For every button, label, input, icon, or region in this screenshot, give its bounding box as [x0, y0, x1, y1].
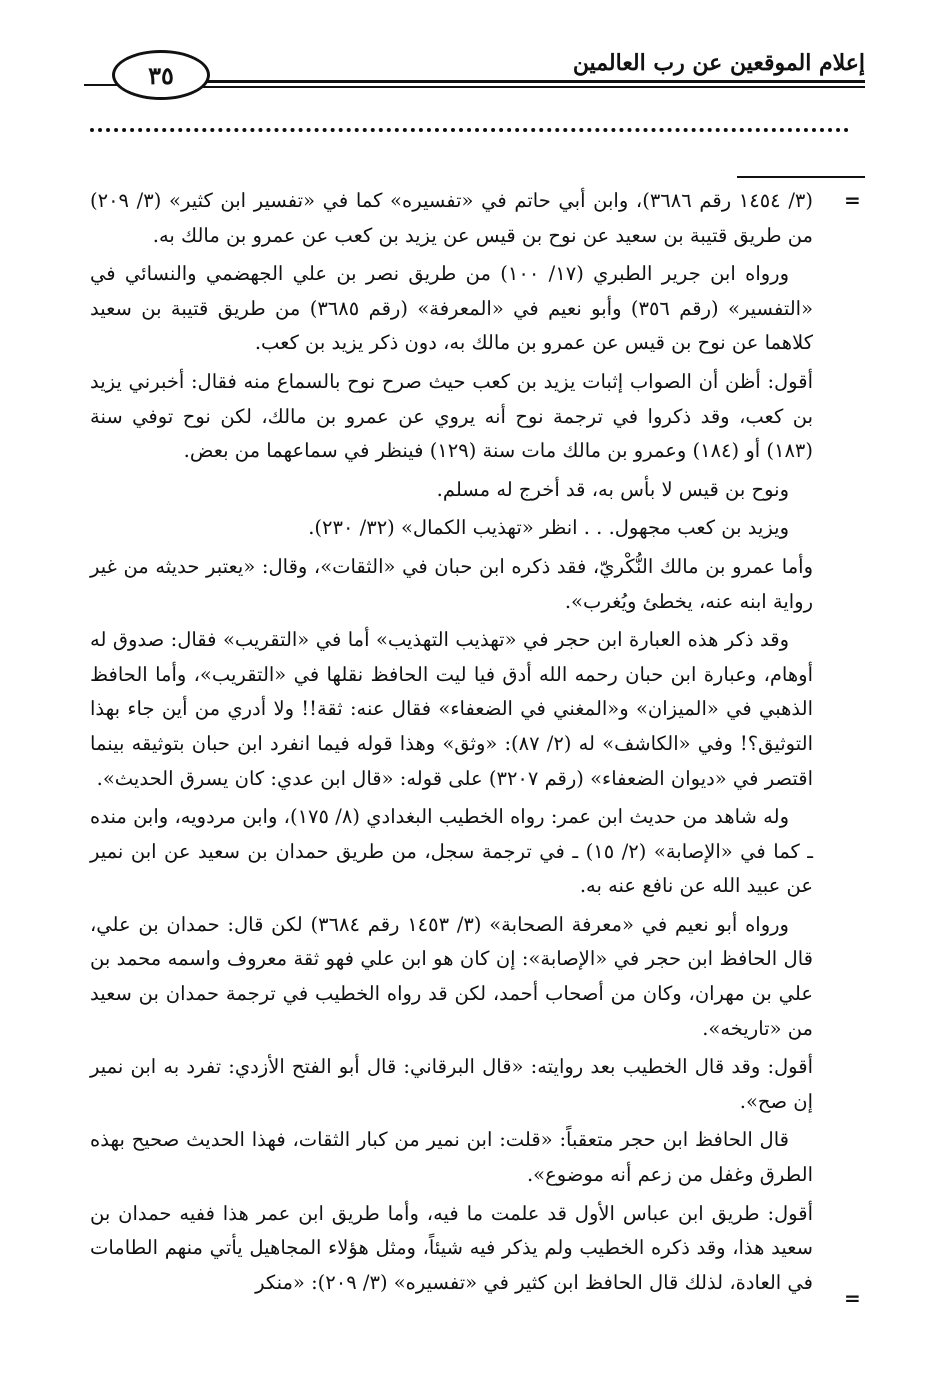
- page-number: ٣٥: [112, 50, 210, 100]
- paragraph: ورواه أبو نعيم في «معرفة الصحابة» (٣/ ١٤٥٣ رقم ٣٦٨٤) لكن قال: حمدان بن علي، قال الحافظ ابن حجر في «الإصابة»: إن كان هو ابن علي فهو ثقة معروف واسمه محمد بن علي بن مهران، وكان من أصحاب أحمد، لكن قد رواه الخطيب في ترجمة حمدان بن سعيد من «تاريخه».: [90, 912, 813, 1040]
- header-rule-secondary: [200, 86, 865, 88]
- paragraph: وقد ذكر هذه العبارة ابن حجر في «تهذيب التهذيب» أما في «التقريب» فقال: صدوق له أوهام، وعبارة ابن حبان رحمه الله أدق فيا ليت الحافظ نقلها في «التقريب»، وأما الحافظ الذهبي في «الميزان» و«المغني في الضعفاء» فقال عنه: ثقة!! ولا أدري من أين جاء بهذا التوثيق؟! وفي «الكاشف» له (٢/ ٨٧): «وثق» وهذا قوله فيما انفرد ابن حبان بتوثيقه بينما اقتصر في «ديوان الضعفاء» (رقم ٣٢٠٧) على قوله: «قال ابن عدي: كان يسرق الحديث».: [90, 628, 813, 790]
- book-title: إعلام الموقعين عن رب العالمين: [572, 50, 865, 76]
- continuation-mark-bottom: =: [844, 1286, 861, 1310]
- continuation-mark-top: =: [844, 188, 861, 212]
- paragraph: وله شاهد من حديث ابن عمر: رواه الخطيب البغدادي (٨/ ١٧٥)، وابن مردويه، وابن منده ـ كما في «الإصابة» (٢/ ١٥) ـ في ترجمة سجل، من طريق حمدان بن سعيد عن ابن نمير عن عبيد الله عن نافع عنه به.: [90, 805, 813, 898]
- footnote-text: [90, 184, 813, 1300]
- paragraph: (٣/ ١٤٥٤ رقم ٣٦٨٦)، وابن أبي حاتم في «تفسيره» كما في «تفسير ابن كثير» (٣/ ٢٠٩) من طريق قتيبة بن سعيد عن نوح بن قيس عن يزيد بن كعب عن عمرو بن مالك به.: [90, 189, 813, 247]
- dotted-separator: [90, 128, 849, 132]
- paragraph: أقول: وقد قال الخطيب بعد روايته: «قال البرقاني: قال أبو الفتح الأزدي: تفرد به ابن نمير إن صح».: [90, 1055, 813, 1113]
- paragraph: وأما عمرو بن مالك النُّكْريّ، فقد ذكره ابن حبان في «الثقات»، وقال: «يعتبر حديثه من غير رواية ابنه عنه، يخطئ ويُغرب».: [90, 554, 813, 613]
- footnote-rule: [737, 176, 865, 178]
- paragraph: قال الحافظ ابن حجر متعقباً: «قلت: ابن نمير من كبار الثقات، فهذا الحديث صحيح بهذه الطرق وغفل من زعم أنه موضوع».: [90, 1128, 813, 1187]
- paragraph: ورواه ابن جرير الطبري (١٧/ ١٠٠) من طريق نصر بن علي الجهضمي والنسائي في «التفسير» (رقم ٣٥٦) وأبو نعيم في «المعرفة» (رقم ٣٦٨٥) من طريق قتيبة بن سعيد كلاهما عن نوح بن قيس عن عمرو بن مالك به، دون ذكر يزيد بن كعب.: [90, 262, 813, 355]
- paragraph: أقول: طريق ابن عباس الأول قد علمت ما فيه، وأما طريق ابن عمر هذا ففيه حمدان بن سعيد هذا، وقد ذكره الخطيب ولم يذكر فيه شيئاً، ومثل هؤلاء المجاهيل يأتي منهم الطامات في العادة، لذلك قال الحافظ ابن كثير في «تفسيره» (٣/ ٢٠٩): «منكر: [90, 1201, 813, 1294]
- paragraph: ويزيد بن كعب مجهول. . . انظر «تهذيب الكمال» (٣٢/ ٢٣٠).: [308, 516, 789, 540]
- header-rule: [200, 80, 865, 83]
- paragraph: ونوح بن قيس لا بأس به، قد أخرج له مسلم.: [436, 477, 789, 501]
- paragraph: أقول: أظن أن الصواب إثبات يزيد بن كعب حيث صرح نوح بالسماع منه فقال: أخبرني يزيد بن كعب، وقد ذكروا في ترجمة نوح أنه يروي عن عمرو بن مالك، لكن نوح توفي سنة (١٨٣) أو (١٨٤) وعمرو بن مالك مات سنة (١٢٩) فينظر في سماعهما من بعض.: [90, 369, 813, 463]
